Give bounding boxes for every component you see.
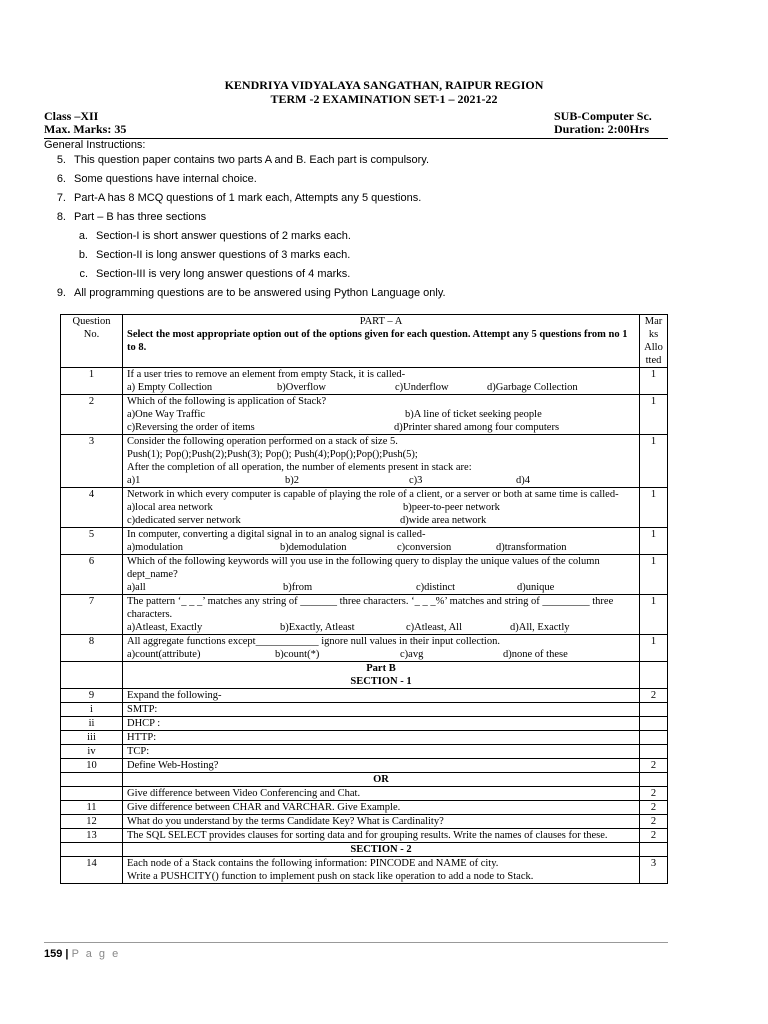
section-header-row (61, 662, 668, 689)
header-line-1: KENDRIYA VIDYALAYA SANGATHAN, RAIPUR REGION (224, 78, 544, 92)
section-1-title: SECTION - 1 (350, 676, 412, 687)
option-a: a)modulation (127, 542, 183, 553)
instructions-list (44, 153, 446, 305)
option-b: b)peer-to-peer network (403, 502, 500, 513)
table-row (61, 731, 668, 745)
instruction-item (44, 286, 446, 305)
option-d: d)Garbage Collection (487, 382, 578, 393)
instruction-number: 9. (56, 287, 66, 299)
instruction-subitem (44, 248, 446, 267)
question-text: Which of the following keywords will you use in the following query to display the unique values of the column dept_name? (127, 556, 600, 580)
options-row (127, 621, 635, 634)
options-row (127, 648, 635, 661)
option-d: d)4 (516, 475, 530, 486)
instruction-number: c. (79, 268, 88, 280)
option-b: b)count(*) (275, 649, 320, 660)
instruction-text: Section-I is short answer questions of 2 marks each. (96, 230, 351, 242)
instruction-item (44, 153, 446, 172)
option-a: a)One Way Traffic (127, 409, 206, 420)
question-cell (123, 595, 640, 635)
question-number: 9 (61, 689, 123, 703)
question-cell (123, 435, 640, 488)
option-a: a)count(attribute) (127, 649, 201, 660)
question-text: Give difference between CHAR and VARCHAR. Give Example. (123, 801, 640, 815)
instruction-number: 5. (56, 154, 66, 166)
options-row (127, 381, 635, 394)
sub-question-number: iii (61, 731, 123, 745)
option-b: b)A line of ticket seeking people (405, 409, 542, 420)
table-row (61, 829, 668, 843)
option-b: b)demodulation (280, 542, 347, 553)
question-text: Which of the following is application of Stack? (127, 396, 327, 407)
table-row (61, 857, 668, 884)
instruction-text: Part-A has 8 MCQ questions of 1 mark each, Attempts any 5 questions. (74, 192, 422, 204)
table-row (61, 787, 668, 801)
question-text: Expand the following- (123, 689, 640, 703)
footer-divider (44, 942, 668, 943)
marks-header: Mar ks Allo tted (640, 315, 668, 368)
question-marks: 2 (640, 787, 668, 801)
part-a-header (123, 315, 640, 368)
question-marks: 1 (640, 555, 668, 595)
options-row (127, 581, 635, 594)
instruction-text: Some questions have internal choice. (74, 173, 257, 185)
question-marks: 1 (640, 488, 668, 528)
question-marks: 2 (640, 815, 668, 829)
question-text-line-2: Push(1); Pop();Push(2);Push(3); Pop(); Push(4);Pop();Pop();Push(5); (127, 449, 418, 460)
instruction-text: Part – B has three sections (74, 211, 207, 223)
section-header-row (61, 843, 668, 857)
instruction-subitem (44, 267, 446, 286)
subject-label: SUB-Computer Sc. (554, 109, 652, 123)
part-a-title: PART – A (359, 316, 403, 327)
option-c: c)dedicated server network (127, 515, 241, 526)
options-row (127, 514, 635, 527)
question-number: 6 (61, 555, 123, 595)
instruction-number: 7. (56, 192, 66, 204)
question-cell (123, 395, 640, 435)
question-text: If a user tries to remove an element from empty Stack, it is called- (127, 369, 406, 380)
option-d: d)unique (517, 582, 555, 593)
question-text: Define Web-Hosting? (123, 759, 640, 773)
table-row (61, 488, 668, 528)
question-number: 10 (61, 759, 123, 773)
question-cell (123, 857, 640, 884)
option-c: c)distinct (416, 582, 456, 593)
instruction-number: 6. (56, 173, 66, 185)
instruction-number: a. (78, 230, 88, 242)
option-b: b)Overflow (277, 382, 326, 393)
question-marks: 1 (640, 595, 668, 635)
question-number: 11 (61, 801, 123, 815)
max-marks-label: Max. Marks: 35 (44, 122, 127, 136)
question-marks: 2 (640, 801, 668, 815)
table-row (61, 435, 668, 488)
instruction-subitem (44, 229, 446, 248)
options-row (127, 474, 635, 487)
options-row (127, 421, 635, 434)
table-header-row (61, 315, 668, 368)
general-instructions-title: General Instructions: (44, 139, 146, 151)
table-row (61, 801, 668, 815)
table-row (61, 703, 668, 717)
header-line-2: TERM -2 EXAMINATION SET-1 – 2021-22 (270, 92, 498, 106)
question-marks: 1 (640, 395, 668, 435)
option-c: c)Atleast, All (406, 622, 462, 633)
or-label: OR (123, 773, 640, 787)
table-row (61, 759, 668, 773)
question-number: 4 (61, 488, 123, 528)
option-b: b)2 (285, 475, 299, 486)
question-text: In computer, converting a digital signal in to an analog signal is called- (127, 529, 426, 540)
question-number: 8 (61, 635, 123, 662)
question-number: 12 (61, 815, 123, 829)
option-c: c)avg (400, 649, 424, 660)
question-number: 3 (61, 435, 123, 488)
table-row (61, 689, 668, 703)
table-row (61, 395, 668, 435)
question-marks: 1 (640, 528, 668, 555)
question-cell (123, 635, 640, 662)
table-row (61, 528, 668, 555)
question-number: 7 (61, 595, 123, 635)
question-text: All aggregate functions except____________ ignore null values in their input collection. (127, 636, 500, 647)
sub-question-text: SMTP: (123, 703, 640, 717)
question-marks: 2 (640, 829, 668, 843)
options-row (127, 501, 635, 514)
option-d: d)All, Exactly (510, 622, 570, 633)
question-number: 14 (61, 857, 123, 884)
question-marks: 2 (640, 759, 668, 773)
question-text: Consider the following operation performed on a stack of size 5. (127, 436, 398, 447)
sub-question-text: DHCP : (123, 717, 640, 731)
option-d: d)transformation (496, 542, 567, 553)
part-b-header (123, 662, 640, 689)
option-c: c)3 (409, 475, 423, 486)
question-text: Each node of a Stack contains the following information: PINCODE and NAME of city. (127, 858, 499, 869)
option-c: c)Reversing the order of items (127, 422, 255, 433)
duration-label: Duration: 2:00Hrs (554, 122, 649, 136)
options-row (127, 408, 635, 421)
part-b-title: Part B (366, 663, 396, 674)
instruction-text: All programming questions are to be answered using Python Language only. (74, 287, 446, 299)
question-cell (123, 528, 640, 555)
table-row (61, 595, 668, 635)
sub-question-text: TCP: (123, 745, 640, 759)
question-text: What do you understand by the terms Candidate Key? What is Cardinality? (123, 815, 640, 829)
question-cell (123, 488, 640, 528)
question-marks: 2 (640, 689, 668, 703)
option-b: b)Exactly, Atleast (280, 622, 355, 633)
option-a: a)1 (127, 475, 141, 486)
table-row (61, 368, 668, 395)
sub-question-number: i (61, 703, 123, 717)
table-row (61, 745, 668, 759)
part-a-instruction: Select the most appropriate option out of the options given for each question. Attempt any 5 questions from no 1 to 8. (127, 329, 628, 353)
instruction-item (44, 191, 446, 210)
question-number: 2 (61, 395, 123, 435)
instruction-number: 8. (56, 211, 66, 223)
question-text-line-2: Write a PUSHCITY() function to implement push on stack like operation to add a node to Stack. (127, 871, 534, 882)
question-number: 1 (61, 368, 123, 395)
option-a: a)local area network (127, 502, 213, 513)
page-word: P a g e (71, 948, 121, 960)
question-text-line-3: After the completion of all operation, the number of elements present in stack are: (127, 462, 472, 473)
exam-header (0, 78, 768, 106)
option-a: a)Atleast, Exactly (127, 622, 203, 633)
question-text: The SQL SELECT provides clauses for sorting data and for grouping results. Write the names of clauses for these. (123, 829, 640, 843)
class-label: Class –XII (44, 109, 99, 123)
instruction-text: Section-II is long answer questions of 3 marks each. (96, 249, 351, 261)
option-a: a) Empty Collection (127, 382, 213, 393)
question-text: The pattern ‘_ _ _’ matches any string of _______ three characters. ‘_ _ _%’ matches and string of _________ three characters. (127, 596, 614, 620)
section-2-title: SECTION - 2 (123, 843, 640, 857)
question-text: Give difference between Video Conferencing and Chat. (123, 787, 640, 801)
question-text: Network in which every computer is capable of playing the role of a client, or a server or both at same time is called- (127, 489, 619, 500)
option-c: c)Underflow (395, 382, 449, 393)
option-a: a)all (127, 582, 146, 593)
option-d: d)none of these (503, 649, 568, 660)
instruction-text: Section-III is very long answer questions of 4 marks. (96, 268, 351, 280)
sub-question-text: HTTP: (123, 731, 640, 745)
question-marks: 1 (640, 635, 668, 662)
option-b: b)from (283, 582, 313, 593)
footer-separator: | (62, 948, 72, 960)
question-marks: 3 (640, 857, 668, 884)
question-table (60, 314, 668, 884)
question-marks: 1 (640, 435, 668, 488)
instruction-number: b. (78, 249, 88, 261)
question-no-header: Question No. (61, 315, 123, 368)
page-footer (44, 948, 120, 960)
sub-question-number: ii (61, 717, 123, 731)
question-cell (123, 555, 640, 595)
instruction-text: This question paper contains two parts A and B. Each part is compulsory. (74, 154, 430, 166)
sub-question-number: iv (61, 745, 123, 759)
question-cell (123, 368, 640, 395)
question-number: 5 (61, 528, 123, 555)
table-row (61, 717, 668, 731)
question-marks: 1 (640, 368, 668, 395)
or-row (61, 773, 668, 787)
option-c: c)conversion (397, 542, 452, 553)
page-number: 159 (44, 948, 63, 960)
table-row (61, 635, 668, 662)
option-d: d)wide area network (400, 515, 487, 526)
option-d: d)Printer shared among four computers (394, 422, 560, 433)
instruction-item (44, 172, 446, 191)
table-row (61, 815, 668, 829)
options-row (127, 541, 635, 554)
table-row (61, 555, 668, 595)
instruction-item (44, 210, 446, 229)
question-number: 13 (61, 829, 123, 843)
